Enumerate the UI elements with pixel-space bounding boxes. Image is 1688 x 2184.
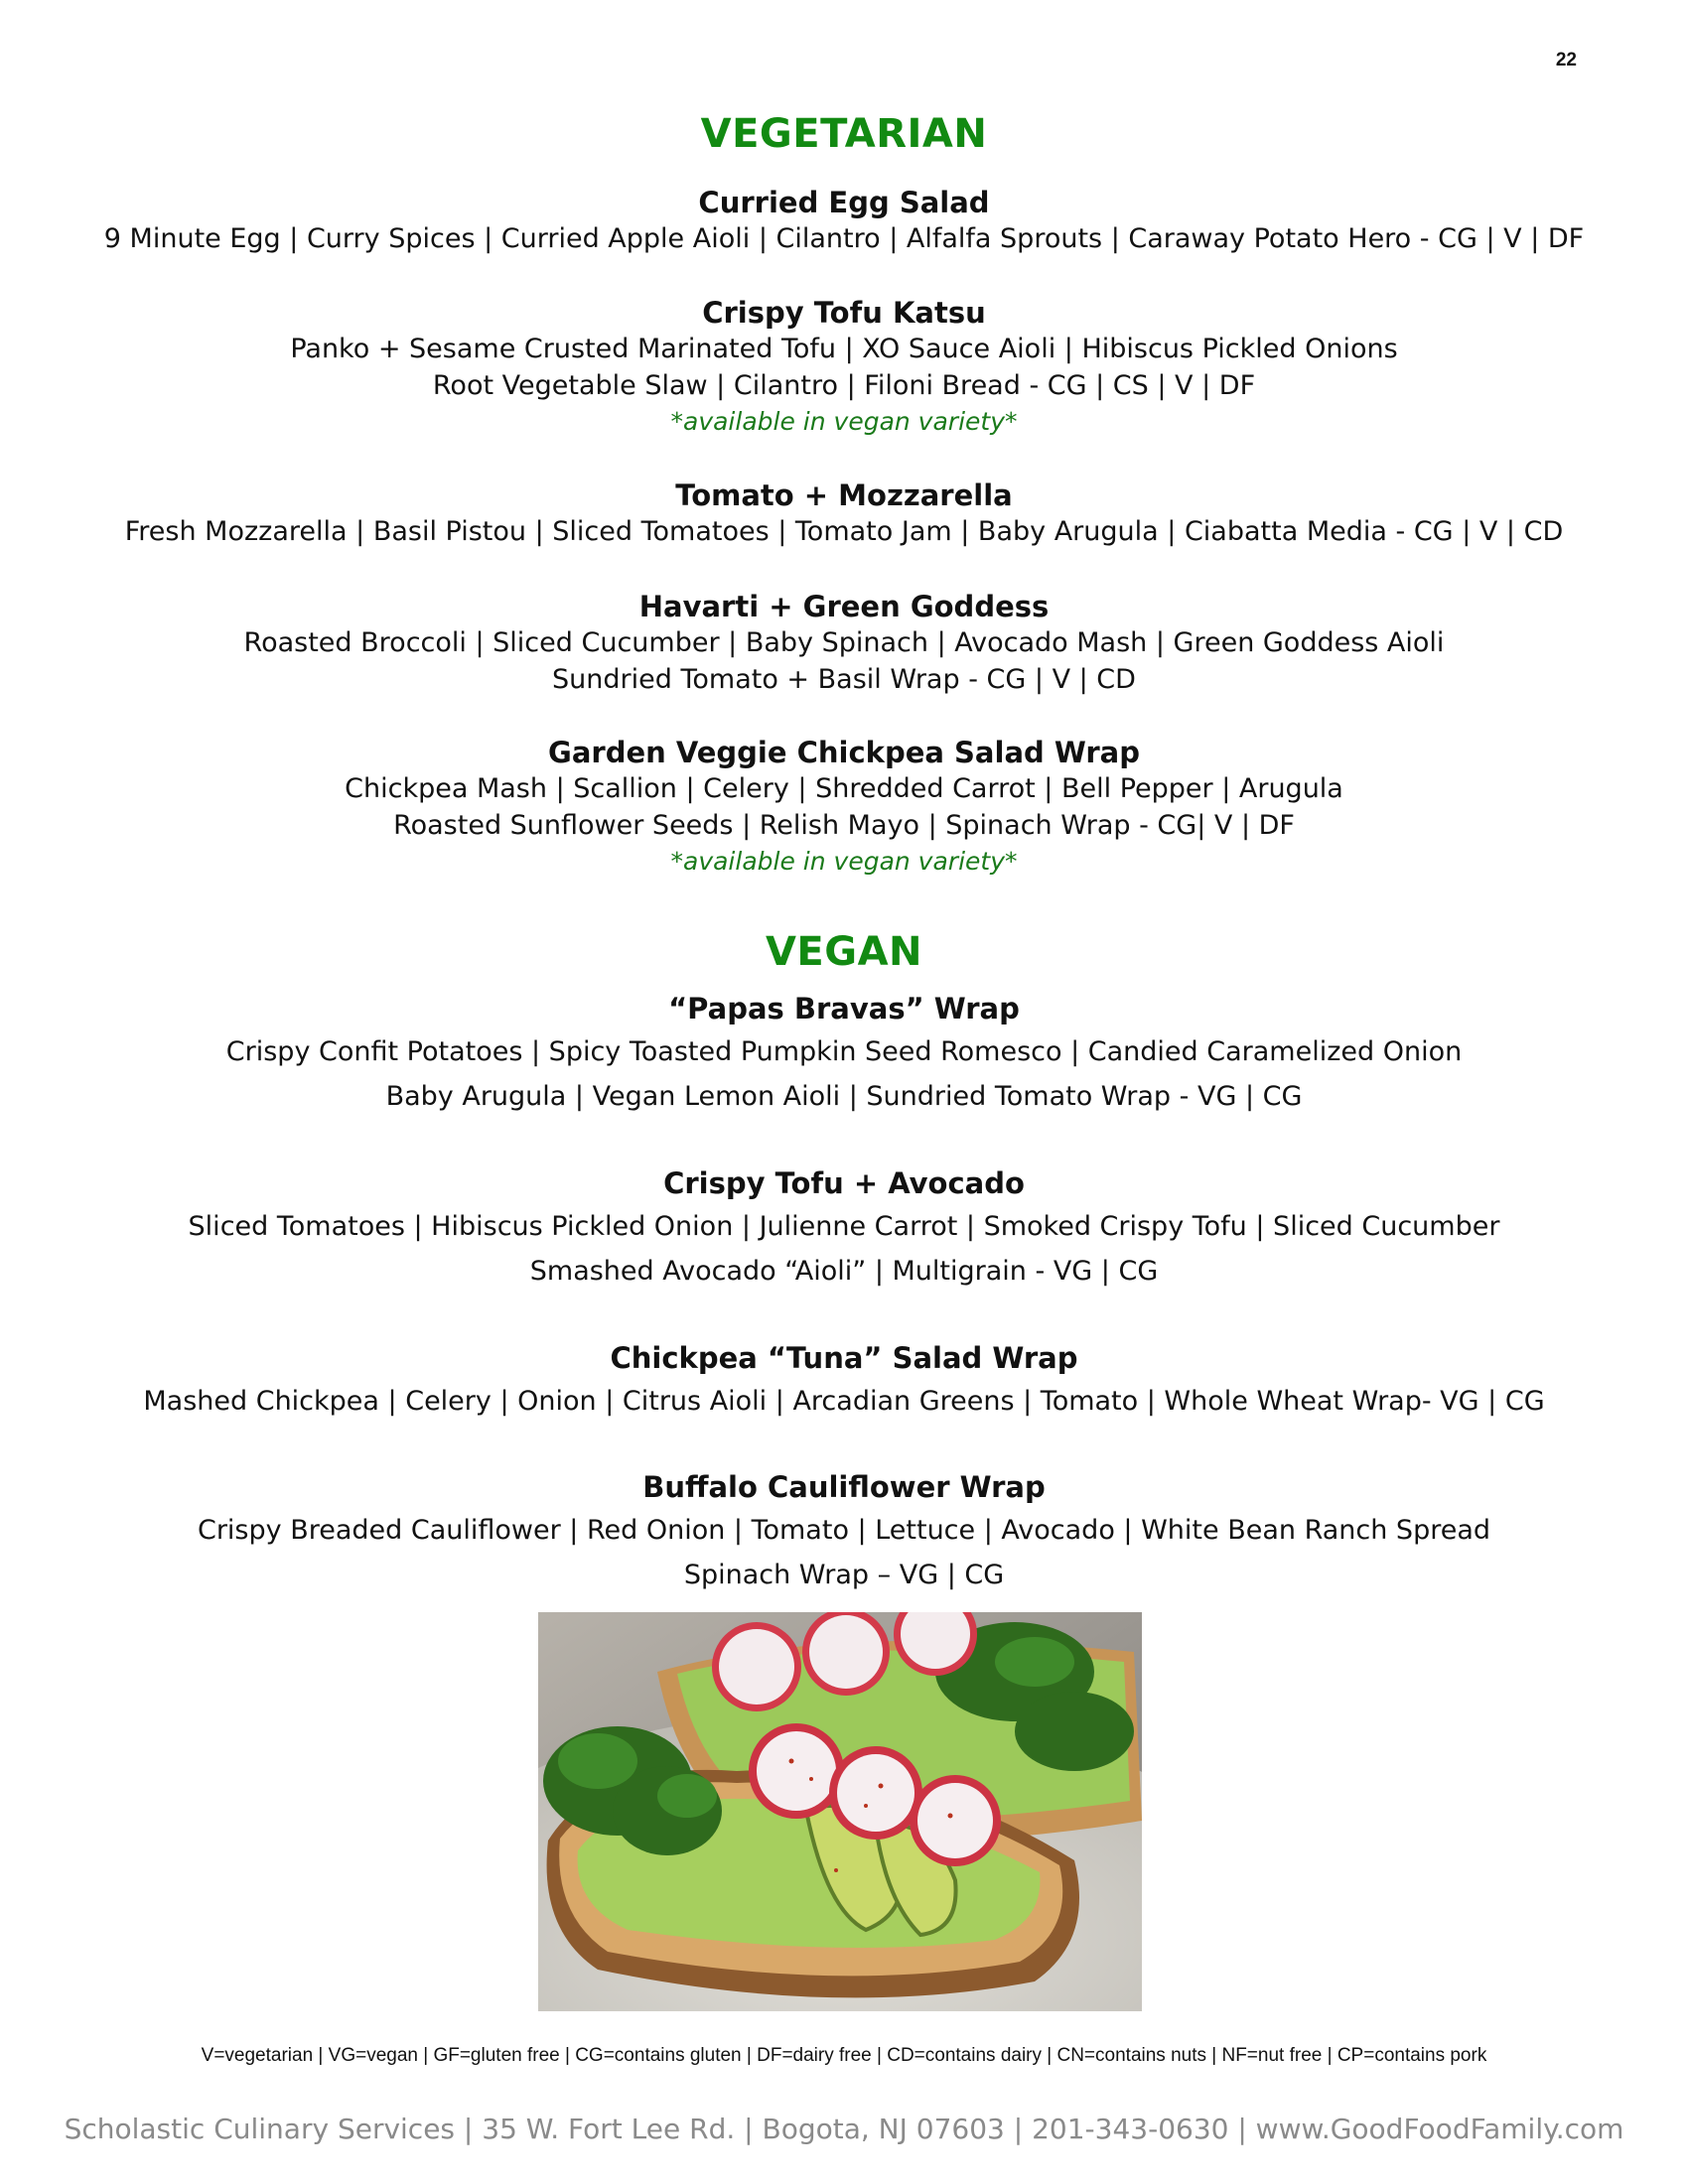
- menu-item-crispy-tofu-avocado: [0, 1162, 1688, 1294]
- page-number: 22: [1555, 50, 1577, 70]
- item-description: Panko + Sesame Crusted Marinated Tofu | XO Sauce Aioli | Hibiscus Pickled Onions: [290, 334, 1398, 364]
- item-description: Chickpea Mash | Scallion | Celery | Shredded Carrot | Bell Pepper | Arugula: [345, 773, 1343, 804]
- item-description: Mashed Chickpea | Celery | Onion | Citrus Aioli | Arcadian Greens | Tomato | Whole Wheat Wrap- VG | CG: [143, 1386, 1545, 1417]
- menu-item-curried-egg-salad: [0, 185, 1688, 257]
- avocado-toast-illustration: [538, 1612, 1142, 2011]
- menu-item-chickpea-tuna-wrap: [0, 1337, 1688, 1424]
- vegan-variety-note: *available in vegan variety*: [670, 407, 1018, 436]
- dietary-legend: V=vegetarian | VG=vegan | GF=gluten free | CG=contains gluten | DF=dairy free | CD=contains dairy | CN=contains nuts | NF=nut free | CP=contains pork: [201, 2045, 1487, 2066]
- menu-item-papas-bravas-wrap: [0, 988, 1688, 1119]
- item-name: “Papas Bravas” Wrap: [668, 992, 1020, 1025]
- item-name: Crispy Tofu + Avocado: [663, 1166, 1025, 1200]
- menu-item-garden-veggie-chickpea-wrap: [0, 735, 1688, 880]
- item-description: 9 Minute Egg | Curry Spices | Curried Apple Aioli | Cilantro | Alfalfa Sprouts | Caraway Potato Hero - CG | V | DF: [103, 223, 1585, 254]
- item-name: Tomato + Mozzarella: [675, 478, 1013, 512]
- avocado-toast-photo: [538, 1612, 1142, 2011]
- item-description: Baby Arugula | Vegan Lemon Aioli | Sundried Tomato Wrap - VG | CG: [385, 1081, 1303, 1112]
- item-description: Fresh Mozzarella | Basil Pistou | Sliced Tomatoes | Tomato Jam | Baby Arugula | Ciabatta Media - CG | V | CD: [124, 516, 1564, 547]
- item-description: Roasted Broccoli | Sliced Cucumber | Baby Spinach | Avocado Mash | Green Goddess Aioli: [243, 627, 1445, 658]
- item-description: Sliced Tomatoes | Hibiscus Pickled Onion | Julienne Carrot | Smoked Crispy Tofu | Sliced Cucumber: [188, 1211, 1500, 1242]
- menu-item-buffalo-cauliflower-wrap: [0, 1466, 1688, 1597]
- item-name: Curried Egg Salad: [698, 186, 990, 219]
- item-name: Garden Veggie Chickpea Salad Wrap: [548, 736, 1140, 769]
- item-name: Buffalo Cauliflower Wrap: [642, 1470, 1046, 1504]
- item-name: Havarti + Green Goddess: [638, 590, 1050, 623]
- vegan-variety-note: *available in vegan variety*: [670, 847, 1018, 876]
- item-description: Roasted Sunflower Seeds | Relish Mayo | Spinach Wrap - CG| V | DF: [393, 810, 1295, 841]
- item-description: Crispy Confit Potatoes | Spicy Toasted Pumpkin Seed Romesco | Candied Caramelized Onion: [225, 1036, 1463, 1067]
- section-title-vegan: VEGAN: [765, 929, 923, 975]
- item-name: Crispy Tofu Katsu: [702, 296, 986, 330]
- section-title-vegetarian: VEGETARIAN: [700, 111, 988, 157]
- item-description: Root Vegetable Slaw | Cilantro | Filoni Bread - CG | CS | V | DF: [432, 370, 1256, 401]
- menu-item-havarti-green-goddess: [0, 589, 1688, 698]
- menu-item-tomato-mozzarella: [0, 478, 1688, 550]
- item-name: Chickpea “Tuna” Salad Wrap: [610, 1341, 1078, 1375]
- item-description: Sundried Tomato + Basil Wrap - CG | V | CD: [552, 664, 1136, 695]
- item-description: Crispy Breaded Cauliflower | Red Onion | Tomato | Lettuce | Avocado | White Bean Ranch Spread: [197, 1515, 1491, 1546]
- company-footer: Scholastic Culinary Services | 35 W. Fort Lee Rd. | Bogota, NJ 07603 | 201-343-0630 | www.GoodFoodFamily.com: [64, 2113, 1624, 2145]
- item-description: Spinach Wrap – VG | CG: [683, 1560, 1005, 1590]
- menu-item-crispy-tofu-katsu: [0, 295, 1688, 440]
- item-description: Smashed Avocado “Aioli” | Multigrain - VG | CG: [529, 1256, 1159, 1287]
